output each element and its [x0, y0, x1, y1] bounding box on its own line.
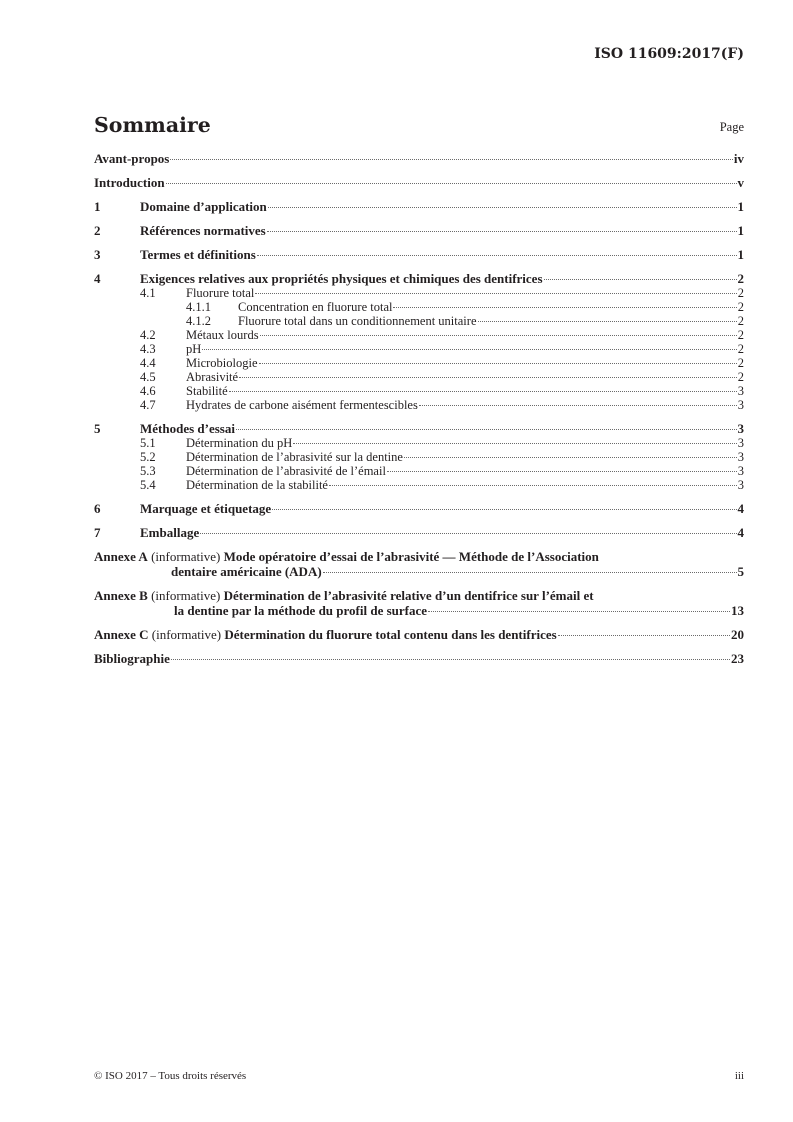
toc-entry-number: 1	[94, 199, 101, 214]
dot-leader	[293, 443, 737, 444]
dot-leader	[323, 572, 737, 573]
toc-entry-number: 5.1	[140, 436, 156, 450]
annex-name: Annexe B	[94, 588, 148, 603]
toc-entry-label: Fluorure total dans un conditionnement unitaire	[238, 314, 477, 328]
toc-entry-section-6[interactable]	[94, 502, 744, 516]
toc-entry-page: 3	[737, 478, 744, 492]
annex-title-line-1: Détermination de l’abrasivité relative d’un dentifrice sur l’émail et	[223, 588, 594, 603]
dot-leader	[329, 485, 737, 486]
annex-type: (informative)	[151, 588, 221, 603]
page-title: Sommaire	[94, 113, 211, 137]
annex-title-line-2: la dentine par la méthode du profil de surface	[174, 603, 428, 618]
toc-entry-label: Fluorure total	[186, 286, 255, 300]
dot-leader	[419, 405, 737, 406]
annex-type: (informative)	[151, 627, 222, 642]
toc-entry-label: Hydrates de carbone aisément fermentescibles	[186, 398, 418, 412]
dot-leader	[229, 391, 737, 392]
toc-subentry-4-4[interactable]	[94, 356, 744, 370]
dot-leader	[236, 429, 737, 430]
toc-entry-page: 3	[737, 421, 744, 436]
toc-entry-page: 2	[737, 342, 744, 356]
toc-entry-number: 4.1	[140, 286, 156, 300]
annex-title-line-2: dentaire américaine (ADA)	[171, 564, 322, 579]
annex-name: Annexe A	[94, 549, 148, 564]
page-column-label: Page	[719, 120, 744, 134]
toc-entry-annex-b[interactable]	[94, 589, 744, 618]
dot-leader	[255, 293, 736, 294]
dot-leader	[267, 231, 737, 232]
toc-entry-page: 1	[737, 247, 744, 262]
toc-entry-page: 4	[737, 501, 744, 516]
toc-entry-number: 5.4	[140, 478, 156, 492]
toc-entry-label: Métaux lourds	[186, 328, 259, 342]
toc-entry-label: Microbiologie	[186, 356, 258, 370]
toc-entry-page: 1	[737, 223, 744, 238]
toc-entry-page: 3	[737, 436, 744, 450]
toc-entry-label: Détermination de l’abrasivité de l’émail	[186, 464, 386, 478]
toc-subentry-4-5[interactable]	[94, 370, 744, 384]
toc-entry-number: 4.6	[140, 384, 156, 398]
toc-entry-number: 4	[94, 271, 101, 286]
toc-entry-label: Introduction	[94, 175, 165, 190]
toc-entry-label: Méthodes d’essai	[140, 421, 235, 436]
toc-entry-number: 7	[94, 525, 101, 540]
toc-entry-label: Emballage	[140, 525, 200, 540]
toc-entry-page: 3	[737, 450, 744, 464]
toc-entry-page: 20	[731, 627, 744, 642]
toc-entry-number: 5.3	[140, 464, 156, 478]
table-of-contents	[94, 152, 744, 666]
toc-subentry-4-1[interactable]	[94, 286, 744, 300]
toc-entry-number: 4.5	[140, 370, 156, 384]
toc-subentry-4-6[interactable]	[94, 384, 744, 398]
dot-leader	[166, 183, 737, 184]
dot-leader	[268, 207, 737, 208]
dot-leader	[272, 509, 736, 510]
toc-entry-page: 4	[737, 525, 744, 540]
toc-subentry-4-2[interactable]	[94, 328, 744, 342]
dot-leader	[404, 457, 737, 458]
toc-entry-number: 5	[94, 421, 101, 436]
toc-entry-number: 4.2	[140, 328, 156, 342]
toc-entry-label: Termes et définitions	[140, 247, 256, 262]
dot-leader	[393, 307, 736, 308]
toc-entry-page: 1	[737, 199, 744, 214]
toc-entry-page: 3	[737, 384, 744, 398]
toc-entry-page: v	[737, 175, 744, 190]
dot-leader	[202, 349, 736, 350]
toc-subentry-4-1-2[interactable]	[94, 314, 744, 328]
toc-entry-label: Abrasivité	[186, 370, 239, 384]
annex-title-line-1: Mode opératoire d’essai de l’abrasivité — Méthode de l’Association	[223, 549, 599, 564]
dot-leader	[428, 611, 730, 612]
toc-entry-label: Détermination de l’abrasivité sur la dentine	[186, 450, 403, 464]
toc-entry-page: iv	[733, 151, 744, 166]
toc-entry-page: 5	[737, 564, 744, 579]
dot-leader	[257, 255, 737, 256]
toc-subentry-5-2[interactable]	[94, 450, 744, 464]
toc-entry-page: 2	[737, 300, 744, 314]
dot-leader	[171, 659, 730, 660]
toc-entry-page: 2	[737, 356, 744, 370]
toc-entry-page: 23	[731, 651, 744, 666]
toc-entry-number: 5.2	[140, 450, 156, 464]
toc-entry-section-1[interactable]	[94, 200, 744, 214]
toc-entry-number: 4.4	[140, 356, 156, 370]
toc-subentry-5-3[interactable]	[94, 464, 744, 478]
toc-entry-label: Concentration en fluorure total	[238, 300, 393, 314]
toc-entry-label: Bibliographie	[94, 651, 170, 666]
toc-entry-label: Domaine d’application	[140, 199, 267, 214]
toc-subentry-5-4[interactable]	[94, 478, 744, 492]
toc-entry-number: 2	[94, 223, 101, 238]
toc-entry-section-3[interactable]	[94, 248, 744, 262]
toc-entry-label: Avant-propos	[94, 151, 170, 166]
toc-entry-number: 4.7	[140, 398, 156, 412]
dot-leader	[259, 363, 737, 364]
toc-entry-section-2[interactable]	[94, 224, 744, 238]
toc-entry-number: 4.1.1	[186, 300, 211, 314]
toc-entry-section-5[interactable]	[94, 422, 744, 436]
dot-leader	[260, 335, 737, 336]
toc-entry-label: Détermination de la stabilité	[186, 478, 328, 492]
annex-type: (informative)	[151, 549, 221, 564]
toc-subentry-5-1[interactable]	[94, 436, 744, 450]
toc-entry-page: 3	[737, 398, 744, 412]
annex-name: Annexe C	[94, 627, 149, 642]
dot-leader	[478, 321, 737, 322]
dot-leader	[239, 377, 737, 378]
toc-subentry-4-3[interactable]	[94, 342, 744, 356]
toc-entry-label: Détermination du pH	[186, 436, 293, 450]
footer-copyright: © ISO 2017 – Tous droits réservés	[94, 1070, 247, 1082]
dot-leader	[387, 471, 737, 472]
toc-entry-section-7[interactable]	[94, 526, 744, 540]
annex-title: Détermination du fluorure total contenu dans les dentifrices	[224, 627, 557, 642]
toc-entry-page: 3	[737, 464, 744, 478]
toc-entry-label: Références normatives	[140, 223, 266, 238]
toc-entry-page: 13	[731, 603, 744, 618]
toc-subentry-4-1-1[interactable]	[94, 300, 744, 314]
dot-leader	[558, 635, 730, 636]
toc-entry-number: 4.1.2	[186, 314, 211, 328]
toc-entry-annex-a[interactable]	[94, 550, 744, 579]
toc-entry-label: Marquage et étiquetage	[140, 501, 272, 516]
toc-entry-page: 2	[737, 286, 744, 300]
toc-entry-annex-c[interactable]	[94, 628, 744, 642]
toc-entry-bibliographie[interactable]	[94, 652, 744, 666]
toc-entry-introduction[interactable]	[94, 176, 744, 190]
toc-entry-section-4[interactable]	[94, 272, 744, 286]
toc-entry-number: 6	[94, 501, 101, 516]
dot-leader	[170, 159, 733, 160]
toc-entry-label: pH	[186, 342, 202, 356]
footer-page-number: iii	[734, 1070, 744, 1082]
toc-entry-number: 4.3	[140, 342, 156, 356]
dot-leader	[200, 533, 736, 534]
toc-entry-avant-propos[interactable]	[94, 152, 744, 166]
dot-leader	[544, 279, 737, 280]
toc-entry-page: 2	[737, 271, 744, 286]
toc-entry-page: 2	[737, 314, 744, 328]
toc-entry-number: 3	[94, 247, 101, 262]
toc-entry-label: Exigences relatives aux propriétés physiques et chimiques des dentifrices	[140, 271, 543, 286]
toc-entry-label: Stabilité	[186, 384, 228, 398]
document-reference: ISO 11609:2017(F)	[594, 46, 744, 62]
toc-entry-page: 2	[737, 370, 744, 384]
toc-entry-page: 2	[737, 328, 744, 342]
toc-subentry-4-7[interactable]	[94, 398, 744, 412]
